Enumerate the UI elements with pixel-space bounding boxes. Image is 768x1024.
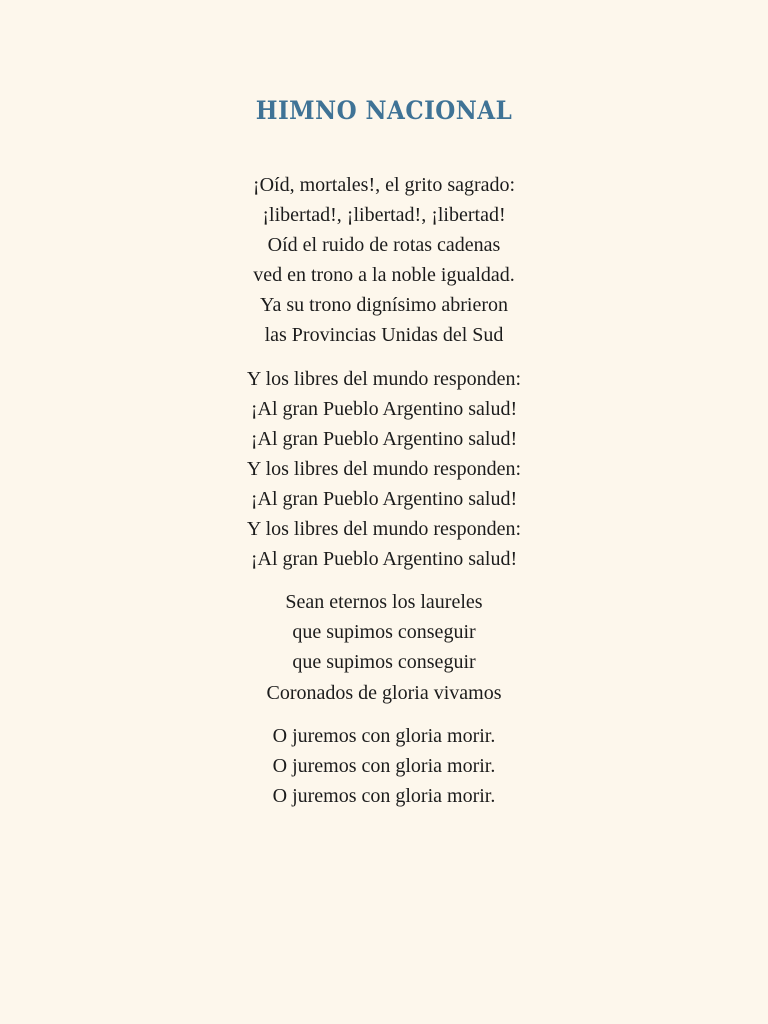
poem-line: ved en trono a la noble igualdad.	[253, 264, 515, 287]
stanza-2	[0, 364, 768, 575]
stanza-3	[0, 587, 768, 707]
poem-line: ¡Oíd, mortales!, el grito sagrado:	[252, 174, 516, 196]
poem-line: O juremos con gloria morir.	[272, 754, 496, 777]
poem-line: ¡Al gran Pueblo Argentino salud!	[250, 487, 518, 510]
poem-line: O juremos con gloria morir.	[272, 784, 496, 807]
poem-line: las Provincias Unidas del Sud	[264, 324, 504, 347]
poem-body	[0, 170, 768, 824]
poem-line: O juremos con gloria morir.	[272, 724, 496, 747]
poem-line: Coronados de gloria vivamos	[266, 681, 502, 704]
stanza-1	[0, 170, 768, 351]
poem-line: Sean eternos los laureles	[285, 591, 483, 614]
stanza-4	[0, 721, 768, 811]
poem-line: Oíd el ruido de rotas cadenas	[267, 234, 501, 257]
poem-line: que supimos conseguir	[292, 651, 476, 674]
poem-line: ¡Al gran Pueblo Argentino salud!	[250, 548, 518, 571]
poem-line: ¡Al gran Pueblo Argentino salud!	[250, 397, 518, 420]
poem-line: Y los libres del mundo responden:	[246, 367, 522, 390]
page-title: HIMNO NACIONAL	[255, 96, 513, 125]
poem-line: ¡Al gran Pueblo Argentino salud!	[250, 427, 518, 450]
poem-line: ¡libertad!, ¡libertad!, ¡libertad!	[262, 204, 506, 227]
poem-line: Ya su trono dignísimo abrieron	[260, 294, 508, 317]
poem-line: Y los libres del mundo responden:	[246, 518, 522, 541]
poem-line: Y los libres del mundo responden:	[246, 457, 522, 480]
poem-line: que supimos conseguir	[292, 621, 476, 644]
